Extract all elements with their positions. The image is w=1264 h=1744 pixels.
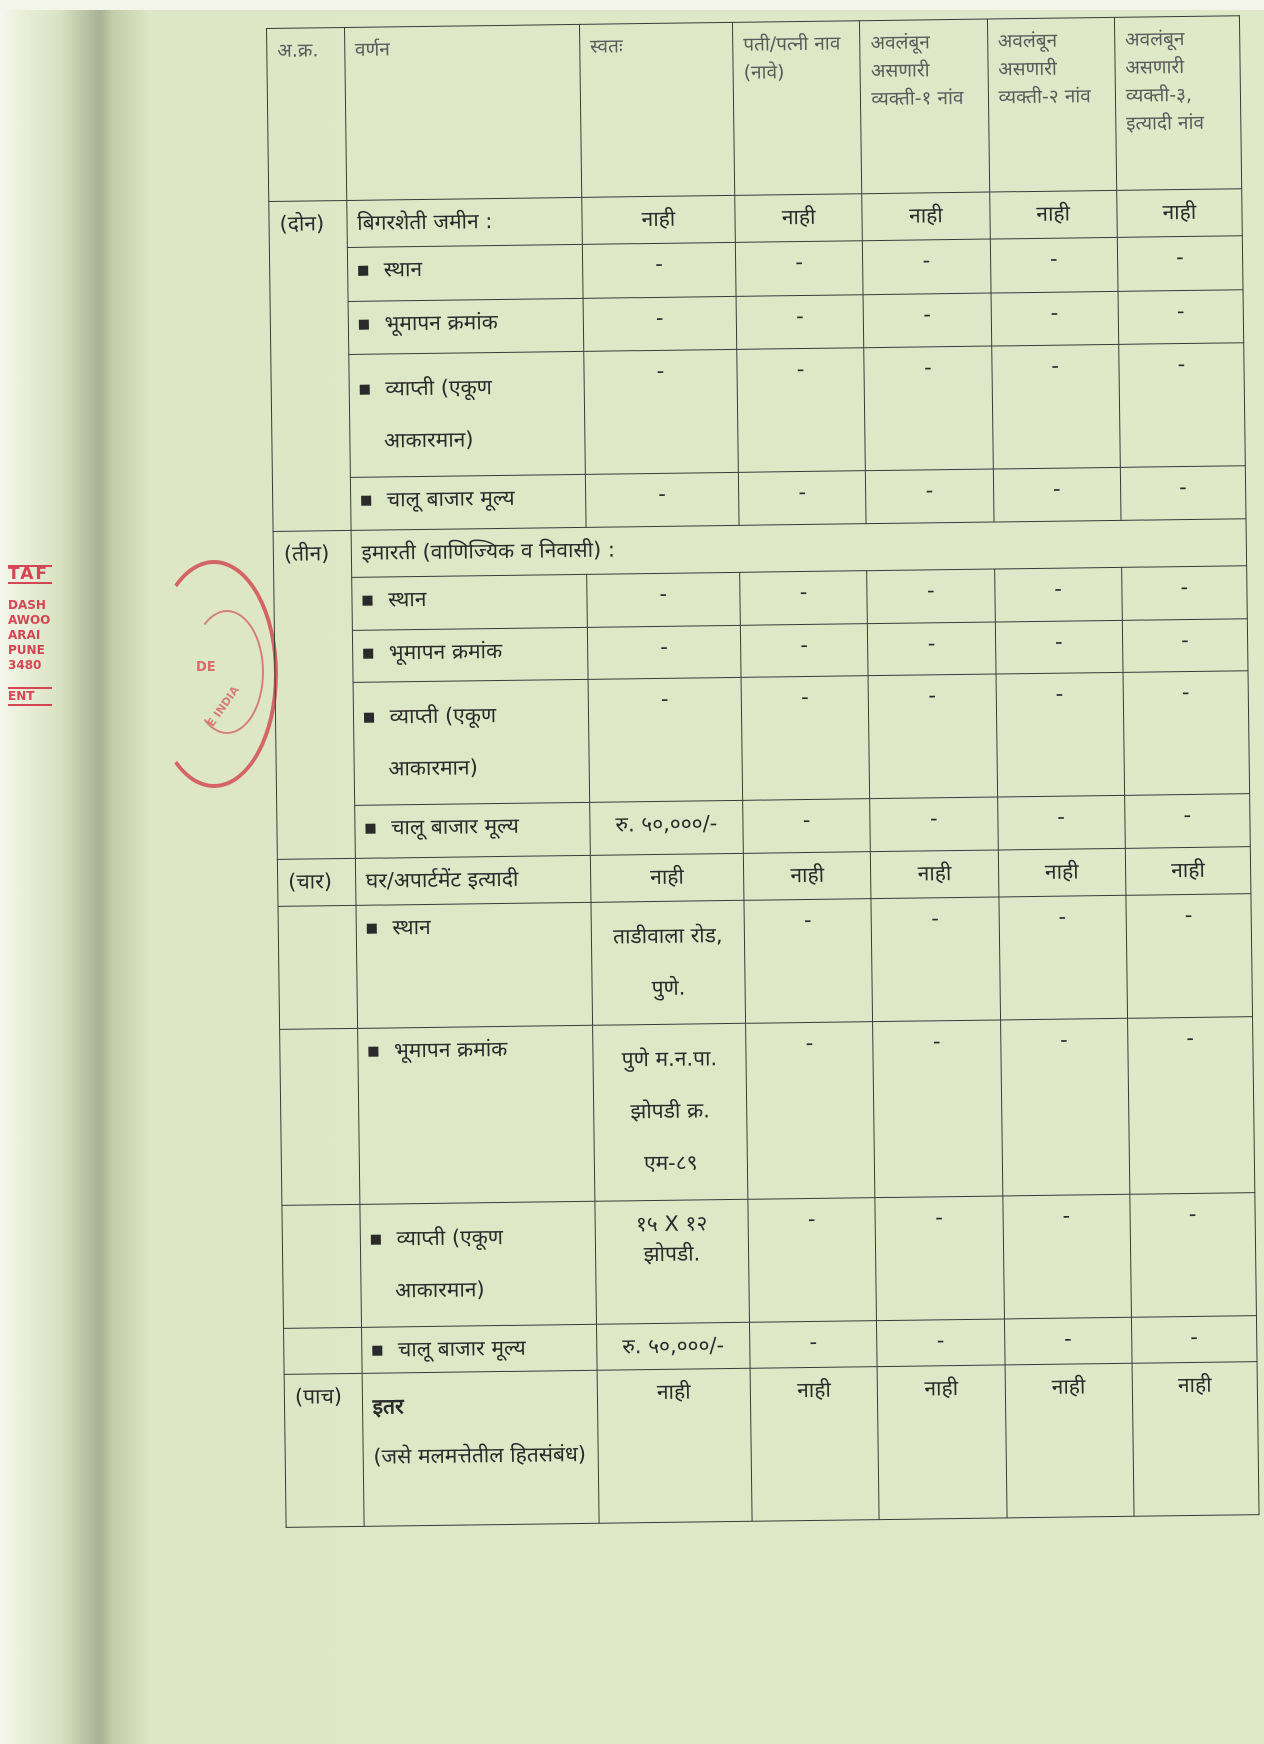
value-cell: -: [997, 796, 1125, 851]
value-cell: -: [864, 346, 993, 471]
value-cell: १५ X १२ झोपडी.: [595, 1199, 750, 1324]
seal-text: E INDIA: [204, 683, 242, 730]
value-cell: नाही: [597, 1369, 752, 1524]
value-cell: नाही: [1117, 189, 1243, 237]
value-cell: -: [1117, 235, 1243, 292]
value-cell: नाही: [750, 1367, 879, 1521]
item-label-text: व्याप्ती (एकूण आकारमान): [395, 1224, 504, 1303]
item-label: [347, 244, 583, 302]
value-cell: -: [735, 240, 863, 297]
value-cell: -: [875, 1196, 1004, 1321]
stamp-line: 3480: [8, 658, 42, 672]
value-cell: -: [1130, 1192, 1257, 1317]
value-cell: -: [744, 899, 873, 1024]
table-row: [278, 894, 1253, 1030]
item-label-text: भूमापन क्रमांक: [384, 310, 498, 336]
value-cell: -: [868, 622, 996, 677]
bullet-square-icon: [365, 824, 375, 834]
stamp-line: ARAI: [8, 628, 41, 642]
stamp-line: TAF: [8, 565, 52, 584]
header-spouse: पती/पत्नी नाव (नावे): [732, 21, 862, 195]
item-label-text: भूमापन क्रमांक: [393, 1036, 508, 1063]
value-cell: -: [585, 473, 739, 528]
header-self: स्वतः: [579, 22, 734, 197]
value-cell: -: [1000, 1018, 1130, 1195]
value-cell: -: [867, 569, 995, 624]
item-label: [351, 574, 587, 630]
bullet-square-icon: [361, 496, 371, 506]
item-label: [352, 627, 588, 683]
table-row: [275, 671, 1250, 807]
header-serial: अ.क्र.: [267, 27, 347, 201]
table-row: [280, 1017, 1255, 1206]
section-number: (पाच): [284, 1374, 364, 1528]
value-cell: नाही: [1132, 1362, 1259, 1516]
bullet-square-icon: [368, 1047, 378, 1057]
value-cell: -: [1002, 1194, 1131, 1319]
value-cell: -: [1120, 466, 1246, 520]
item-label-text: स्थान: [392, 914, 431, 940]
value-cell: -: [748, 1197, 877, 1322]
value-cell: -: [582, 242, 736, 299]
value-cell: -: [749, 1320, 877, 1368]
item-label-text: स्थान: [387, 586, 427, 612]
item-label-text: भूमापन क्रमांक: [388, 638, 503, 665]
item-label-text: चालू बाजार मूल्य: [390, 814, 520, 840]
header-dependent-1: अवलंबून असणारी व्यक्ती-१ नांव: [860, 19, 990, 193]
stamp-line: DASH: [8, 598, 46, 612]
bullet-square-icon: [363, 648, 373, 658]
value-cell: -: [583, 297, 737, 352]
bullet-square-icon: [372, 1345, 382, 1355]
item-label-text: चालू बाजार मूल्य: [397, 1335, 526, 1362]
value-cell: -: [1118, 290, 1244, 344]
header-dependent-2: अवलंबून असणारी व्यक्ती-२ नांव: [987, 17, 1117, 191]
item-label-text: व्याप्ती (एकूण आकारमान): [388, 703, 497, 781]
stamp-line: PUNE: [8, 643, 45, 657]
stamp-line: ENT: [8, 687, 52, 706]
section-title: इमारती (वाणिज्यिक व निवासी) :: [351, 519, 1247, 577]
value-cell: -: [1123, 671, 1250, 796]
value-cell: रु. ५०,०००/-: [596, 1322, 750, 1371]
item-label: [348, 299, 584, 355]
item-label-text: स्थान: [383, 256, 423, 281]
value-cell: -: [743, 799, 871, 854]
value-cell: -: [738, 471, 866, 526]
header-dependent-3: अवलंबून असणारी व्यक्ती-३, इत्यादी नांव: [1114, 16, 1241, 190]
value-cell: -: [877, 1319, 1005, 1367]
section-number: (दोन): [269, 200, 351, 531]
value-cell: नाही: [871, 850, 999, 898]
table-row: [282, 1192, 1257, 1328]
value-cell: नाही: [743, 852, 871, 900]
value-cell: -: [866, 469, 994, 524]
empty-cell: [278, 905, 357, 1029]
value-cell: -: [1119, 343, 1246, 468]
value-cell: -: [584, 350, 739, 475]
value-cell: -: [741, 676, 870, 801]
bullet-square-icon: [358, 265, 368, 275]
item-label: [360, 1201, 597, 1327]
bullet-square-icon: [362, 595, 372, 605]
table-row: [271, 343, 1246, 479]
value-cell: नाही: [989, 190, 1117, 238]
item-label: [348, 352, 585, 478]
section-number: (चार): [277, 859, 355, 907]
value-cell: -: [1131, 1315, 1257, 1363]
item-label: [361, 1324, 597, 1374]
value-cell: -: [995, 620, 1123, 675]
value-cell: -: [1121, 565, 1247, 619]
value-cell: नाही: [998, 849, 1126, 897]
value-cell: -: [586, 572, 740, 627]
value-cell: -: [991, 292, 1119, 347]
value-cell: -: [1122, 618, 1248, 672]
bullet-square-icon: [370, 1234, 380, 1244]
value-cell: -: [588, 678, 743, 803]
value-cell: -: [740, 570, 868, 625]
bullet-square-icon: [359, 385, 369, 395]
value-cell: नाही: [735, 193, 863, 241]
value-cell: -: [868, 674, 997, 799]
bullet-square-icon: [366, 924, 376, 934]
table-header-row: [267, 16, 1242, 201]
value-cell: -: [994, 567, 1122, 622]
value-cell: -: [993, 468, 1121, 523]
value-cell: नाही: [877, 1365, 1006, 1519]
section-number: (तीन): [273, 530, 355, 859]
value-cell: -: [873, 1020, 1003, 1197]
section-title: घर/अपार्टमेंट इत्यादी: [355, 856, 591, 906]
item-label: [350, 475, 586, 531]
value-cell: नाही: [590, 854, 744, 903]
value-cell: -: [991, 345, 1120, 470]
empty-cell: [284, 1327, 362, 1375]
value-cell: -: [1124, 794, 1250, 848]
empty-cell: [282, 1204, 361, 1328]
value-cell: -: [737, 348, 866, 473]
value-cell: ताडीवाला रोड, पुणे.: [591, 900, 746, 1025]
empty-cell: [280, 1028, 360, 1205]
section-title: बिगरशेती जमीन :: [346, 197, 582, 247]
value-cell: -: [998, 895, 1127, 1020]
bullet-square-icon: [358, 320, 368, 330]
value-cell: -: [587, 625, 741, 680]
section-subtitle: (जसे मलमत्तेतील हितसंबंध): [373, 1442, 587, 1470]
asset-declaration-table: [266, 15, 1260, 1528]
item-label: [353, 680, 590, 806]
item-label-text: चालू बाजार मूल्य: [386, 485, 515, 512]
value-cell: -: [870, 797, 998, 852]
value-cell: -: [863, 239, 991, 296]
value-cell: नाही: [1125, 847, 1251, 895]
value-cell: -: [871, 897, 1000, 1022]
header-description: वर्णन: [344, 24, 581, 200]
value-cell: नाही: [1005, 1364, 1134, 1518]
value-cell: -: [996, 673, 1125, 798]
value-cell: नाही: [582, 195, 736, 244]
item-label-text: व्याप्ती (एकूण आकारमान): [383, 375, 493, 453]
value-cell: -: [990, 237, 1118, 294]
section-title: इतर: [372, 1394, 404, 1420]
value-cell: -: [1127, 1017, 1254, 1194]
value-cell: नाही: [862, 192, 990, 240]
value-cell: -: [746, 1022, 876, 1199]
value-cell: -: [1004, 1317, 1132, 1365]
value-cell: -: [1126, 894, 1253, 1019]
value-cell: -: [863, 293, 991, 348]
seal-text: DE: [196, 660, 216, 675]
value-cell: रु. ५०,०००/-: [589, 801, 743, 856]
bullet-square-icon: [364, 713, 374, 723]
value-cell: पुणे म.न.पा. झोपडी क्र. एम-८९: [592, 1023, 747, 1201]
item-label: [354, 803, 590, 859]
section-row: [284, 1362, 1259, 1527]
value-cell: -: [740, 623, 868, 678]
stamp-line: AWOO: [8, 613, 51, 627]
item-label: [357, 1025, 594, 1204]
value-cell: -: [736, 295, 864, 350]
rubber-stamp-fragment: [8, 565, 52, 706]
section-title-cell: [362, 1371, 599, 1527]
item-label: [356, 902, 593, 1028]
